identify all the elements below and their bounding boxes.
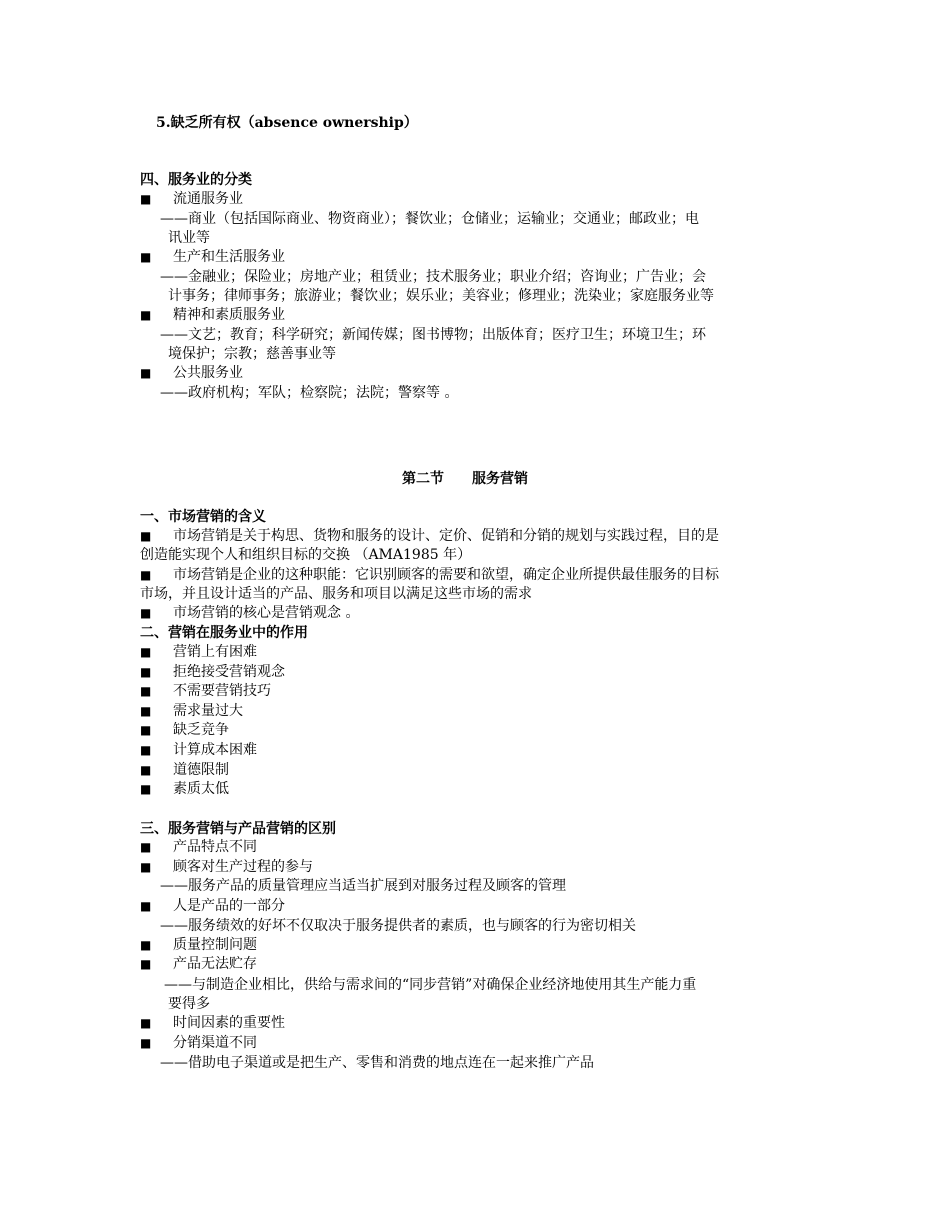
marketing-role-heading: 二、营销在服务业中的作用	[140, 625, 308, 641]
bullet-icon: ■	[140, 645, 152, 659]
list-item-detail: ——服务产品的质量管理应当适当扩展到对服务过程及顾客的管理	[160, 878, 566, 894]
list-item-label: 生产和生活服务业	[173, 249, 285, 265]
section-title: 第二节 服务营销	[402, 471, 528, 487]
list-item-label: 产品特点不同	[173, 839, 257, 855]
bullet-icon: ■	[140, 1016, 152, 1030]
paragraph-line: 市场，并且设计适当的产品、服务和项目以满足这些市场的需求	[140, 586, 532, 602]
list-item: 不需要营销技巧	[173, 683, 271, 699]
marketing-meaning-heading: 一、市场营销的含义	[140, 509, 266, 525]
list-item: 素质太低	[173, 781, 229, 797]
list-item-label: 时间因素的重要性	[173, 1015, 285, 1031]
list-item: 需求量过大	[173, 703, 243, 719]
list-item-detail: 境保护；宗教；慈善事业等	[168, 346, 336, 362]
list-item-detail: ——与制造企业相比，供给与需求间的“同步营销”对确保企业经济地使用其生产能力重	[164, 977, 697, 993]
bullet-icon: ■	[140, 192, 152, 206]
list-item-detail: 要得多	[168, 996, 210, 1012]
list-item-detail: ——文艺；教育；科学研究；新闻传媒；图书博物；出版体育；医疗卫生；环境卫生；环	[160, 327, 706, 343]
bullet-icon: ■	[140, 366, 152, 380]
bullet-icon: ■	[140, 860, 152, 874]
bullet-icon: ■	[140, 529, 152, 543]
list-item: 拒绝接受营销观念	[173, 664, 285, 680]
bullet-icon: ■	[140, 606, 152, 620]
list-item: 营销上有困难	[173, 644, 257, 660]
list-item-detail: ——政府机构；军队；检察院；法院；警察等 。	[160, 385, 459, 401]
list-item-detail: 讯业等	[168, 230, 210, 246]
bullet-icon: ■	[140, 250, 152, 264]
list-item-label: 产品无法贮存	[173, 956, 257, 972]
bullet-icon: ■	[140, 308, 152, 322]
list-item-detail: ——金融业；保险业；房地产业；租赁业；技术服务业；职业介绍；咨询业；广告业；会	[160, 269, 706, 285]
list-item-label: 精神和素质服务业	[173, 307, 285, 323]
list-item-label: 流通服务业	[173, 191, 243, 207]
bullet-icon: ■	[140, 568, 152, 582]
bullet-icon: ■	[140, 723, 152, 737]
bullet-icon: ■	[140, 840, 152, 854]
list-item-label: 人是产品的一部分	[173, 898, 285, 914]
list-item-label: 公共服务业	[173, 365, 243, 381]
bullet-icon: ■	[140, 763, 152, 777]
bullet-icon: ■	[140, 684, 152, 698]
intro-item: 5.缺乏所有权（absence ownership）	[156, 115, 418, 131]
paragraph-line: 市场营销的核心是营销观念 。	[173, 605, 360, 621]
bullet-icon: ■	[140, 743, 152, 757]
bullet-icon: ■	[140, 782, 152, 796]
list-item-detail: ——借助电子渠道或是把生产、零售和消费的地点连在一起来推广产品	[160, 1055, 594, 1071]
differences-heading: 三、服务营销与产品营销的区别	[140, 821, 336, 837]
list-item: 计算成本困难	[173, 742, 257, 758]
list-item-detail: 计事务；律师事务；旅游业；餐饮业；娱乐业；美容业；修理业；洗染业；家庭服务业等	[168, 288, 714, 304]
bullet-icon: ■	[140, 704, 152, 718]
paragraph-line: 市场营销是企业的这种职能：它识别顾客的需要和欲望，确定企业所提供最佳服务的目标	[173, 567, 719, 583]
bullet-icon: ■	[140, 665, 152, 679]
paragraph-line: 市场营销是关于构思、货物和服务的设计、定价、促销和分销的规划与实践过程，目的是	[173, 528, 719, 544]
bullet-icon: ■	[140, 899, 152, 913]
list-item-label: 顾客对生产过程的参与	[173, 859, 313, 875]
list-item-label: 分销渠道不同	[173, 1035, 257, 1051]
classification-heading: 四、服务业的分类	[140, 172, 252, 188]
list-item-detail: ——商业（包括国际商业、物资商业）；餐饮业；仓储业；运输业；交通业；邮政业；电	[160, 211, 699, 227]
bullet-icon: ■	[140, 957, 152, 971]
list-item-detail: ——服务绩效的好坏不仅取决于服务提供者的素质，也与顾客的行为密切相关	[160, 918, 636, 934]
bullet-icon: ■	[140, 938, 152, 952]
paragraph-line: 创造能实现个人和组织目标的交换 （AMA1985 年）	[140, 547, 472, 563]
list-item-label: 质量控制问题	[173, 937, 257, 953]
list-item: 缺乏竞争	[173, 722, 229, 738]
list-item: 道德限制	[173, 762, 229, 778]
bullet-icon: ■	[140, 1036, 152, 1050]
